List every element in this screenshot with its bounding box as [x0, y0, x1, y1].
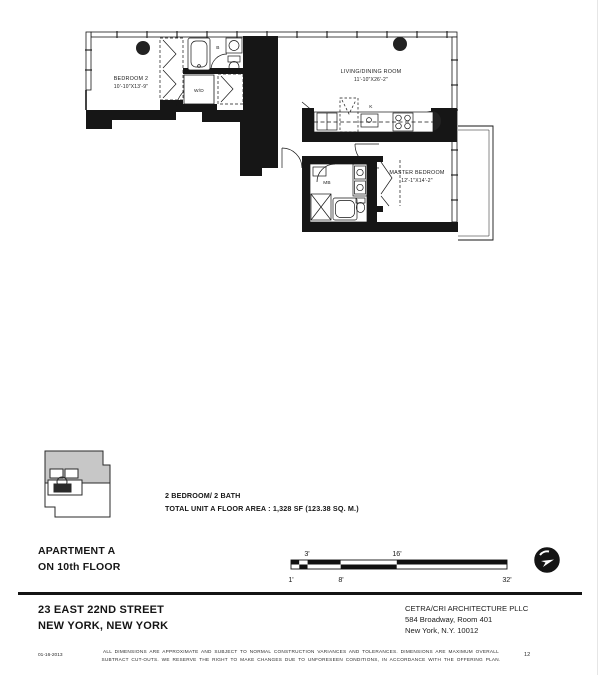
unit-type: 2 BEDROOM/ 2 BATH	[165, 491, 241, 500]
apartment-line1: APARTMENT A	[38, 545, 116, 557]
unit-floor-plan	[55, 10, 515, 245]
apartment-label	[38, 543, 121, 575]
terrace-edge	[458, 126, 493, 240]
north-arrow-icon	[533, 546, 561, 574]
bedroom2-label: BEDROOM 2	[113, 76, 149, 82]
closet-bifold-1	[160, 38, 183, 100]
scale-8ft: 8'	[338, 575, 344, 584]
master-dims: 12'-1"X14'-2"	[401, 178, 433, 184]
master-bath-label: MB	[323, 181, 331, 186]
disclaimer-line2: SUBTRACT CUT-OUTS. WE RESERVE THE RIGHT TO MAKE CHANGES DUE TO UNFORESEEN CONDITIONS, IN ACCORDANCE WITH THE OFFERING PLAN.	[101, 656, 501, 662]
architect-name: CETRA/CRI ARCHITECTURE PLLC	[405, 604, 529, 613]
project-address	[38, 602, 168, 634]
apartment-line2: ON 10th FLOOR	[38, 561, 121, 573]
living-dims: 11'-10"X26'-2"	[353, 77, 389, 83]
scale-bar	[283, 542, 523, 586]
disclaimer-line1: ALL DIMENSIONS ARE APPROXIMATE AND SUBJECT TO NORMAL CONSTRUCTION VARIANCES AND TOLERANCES. DIMENSIONS ARE MAXIMUM OVERALL	[102, 649, 500, 654]
kitchen	[302, 98, 433, 132]
interior-walls	[86, 36, 458, 232]
closet-bifold-2	[218, 74, 243, 104]
unit-summary	[165, 489, 359, 515]
key-plan	[30, 443, 140, 538]
title-block-divider	[18, 592, 582, 595]
sheet-date: 01-16-2013	[38, 653, 63, 658]
architect-address2: New York, N.Y. 10012	[405, 626, 479, 635]
entry-door	[282, 148, 302, 168]
scale-bar-graphic	[291, 560, 507, 569]
scale-3ft: 3'	[304, 549, 310, 558]
page-number: 12	[524, 652, 531, 658]
scale-32ft: 32'	[502, 575, 512, 584]
architect-block	[405, 603, 528, 636]
architect-address1: 584 Broadway, Room 401	[405, 615, 493, 624]
scale-16ft: 16'	[392, 549, 402, 558]
disclaimer	[95, 648, 507, 663]
living-label: LIVING/DINING ROOM	[340, 69, 402, 75]
master-closet	[381, 160, 400, 206]
master-bathroom	[310, 164, 367, 222]
project-street: 23 EAST 22ND STREET	[38, 604, 165, 616]
bath-label: B	[216, 46, 220, 51]
washer-dryer-label: W/D	[194, 89, 204, 94]
bathroom-b	[188, 38, 242, 73]
kitchen-label: K	[369, 105, 373, 110]
unit-area: TOTAL UNIT A FLOOR AREA : 1,328 SF (123.38 SQ. M.)	[165, 504, 359, 513]
bedroom2-dims: 10'-10"X13'-9"	[113, 84, 149, 90]
scale-1ft: 1'	[288, 575, 294, 584]
master-label: MASTER BEDROOM	[389, 170, 445, 176]
project-city: NEW YORK, NEW YORK	[38, 620, 169, 632]
